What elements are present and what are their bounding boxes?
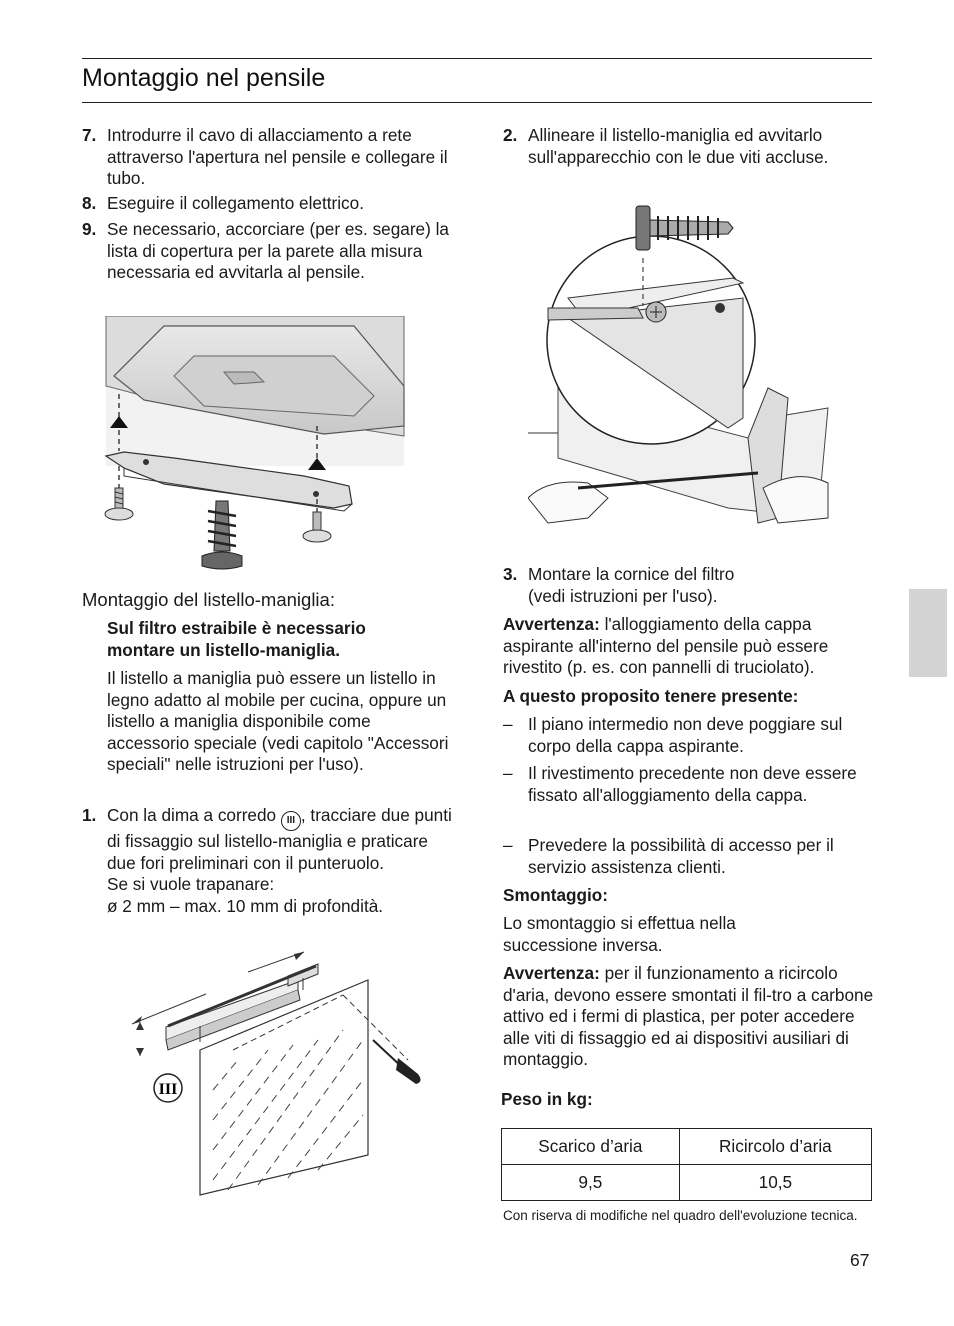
step-number-2: 2. [503, 125, 518, 145]
handle-strip-mounting-figure [104, 316, 408, 578]
page-number: 67 [850, 1250, 870, 1270]
step-text-3: Montare la cornice del filtro (vedi istruzioni per l'uso). [528, 564, 735, 606]
dash-bullet: – [503, 714, 513, 734]
weight-heading: Peso in kg: [501, 1089, 593, 1109]
screw-icon [105, 488, 133, 520]
smontaggio-text: Lo smontaggio si effettua nella successione inversa. [503, 913, 736, 955]
step-number-7: 7. [82, 125, 97, 145]
header-rule [82, 102, 872, 103]
smontaggio-heading: Smontaggio: [503, 885, 609, 905]
top-rule [82, 58, 872, 59]
step-text-7: Introdurre il cavo di allacciamento a rete attraverso l'apertura nel pensile e collegare il tubo. [107, 125, 448, 189]
step-number-3: 3. [503, 564, 518, 584]
template-label-iii: III [158, 1081, 178, 1098]
handle-strip-paragraph: Il listello a maniglia può essere un listello in legno adatto al mobile per cucina, oppure un listello a maniglia disponibile come accessorio speciale (vedi capitolo "Accessori speciali" nelle istruzioni per l'uso). [107, 668, 449, 775]
large-screw-icon [202, 501, 242, 569]
screw-icon [303, 512, 331, 542]
step-text-8: Eseguire il collegamento elettrico. [107, 193, 364, 213]
warning-housing: Avvertenza: l'alloggiamento della cappa aspirante all'interno del pensile può essere rivestito (p. es. con pannelli di truciolato). [503, 614, 829, 678]
footnote: Con riserva di modifiche nel quadro dell'evoluzione tecnica. [503, 1208, 858, 1223]
dash-bullet: – [503, 763, 513, 783]
table-header-row [502, 1129, 872, 1165]
page-title: Montaggio nel pensile [82, 64, 326, 92]
table-header-cell: Scarico d’aria [502, 1129, 680, 1165]
step-text-1: Con la dima a corredo III , tracciare due punti di fissaggio sul listello-maniglia e praticare due fori preliminari con il punteruolo. Se si vuole trapanare: ø 2 mm – max. 10 mm di profondità. [107, 805, 452, 916]
subheading-note: A questo proposito tenere presente: [503, 686, 799, 706]
dash-bullet: – [503, 835, 513, 855]
step-text-9: Se necessario, accorciare (per es. segare) la lista di copertura per la parete alla misura necessaria ed avvitarla al pensile. [107, 219, 449, 283]
bold-note: Sul filtro estraibile è necessario montare un listello-maniglia. [107, 618, 366, 660]
step-text-2: Allineare il listello-maniglia ed avvitarlo sull'apparecchio con le due viti accluse. [528, 125, 829, 167]
step-number-1: 1. [82, 805, 97, 825]
table-cell: 10,5 [679, 1165, 871, 1201]
table-row [502, 1165, 872, 1201]
dash-item-3: Prevedere la possibilità di accesso per il servizio assistenza clienti. [528, 835, 834, 877]
chapter-tab-marker [909, 589, 947, 677]
screw-alignment-figure [528, 188, 834, 538]
warning-recirculation: Avvertenza: per il funzionamento a ricircolo d'aria, devono essere smontati il fil-tro a carbone attivo ed i fermi di plastica, per poter accedere alle viti di fissaggio ed ai dispositivi ausiliari di montaggio. [503, 963, 874, 1070]
drilling-template-figure [118, 950, 430, 1198]
step-number-8: 8. [82, 193, 97, 213]
awl-icon [373, 1040, 421, 1084]
weight-table [501, 1128, 872, 1201]
table-header-cell: Ricircolo d’aria [679, 1129, 871, 1165]
dash-item-2: Il rivestimento precedente non deve essere fissato all'alloggiamento della cappa. [528, 763, 857, 805]
section-heading: Montaggio del listello-maniglia: [82, 589, 335, 610]
step-number-9: 9. [82, 219, 97, 239]
dash-item-1: Il piano intermedio non deve poggiare sul corpo della cappa aspirante. [528, 714, 843, 756]
template-iii-icon: III [281, 811, 301, 831]
table-cell: 9,5 [502, 1165, 680, 1201]
